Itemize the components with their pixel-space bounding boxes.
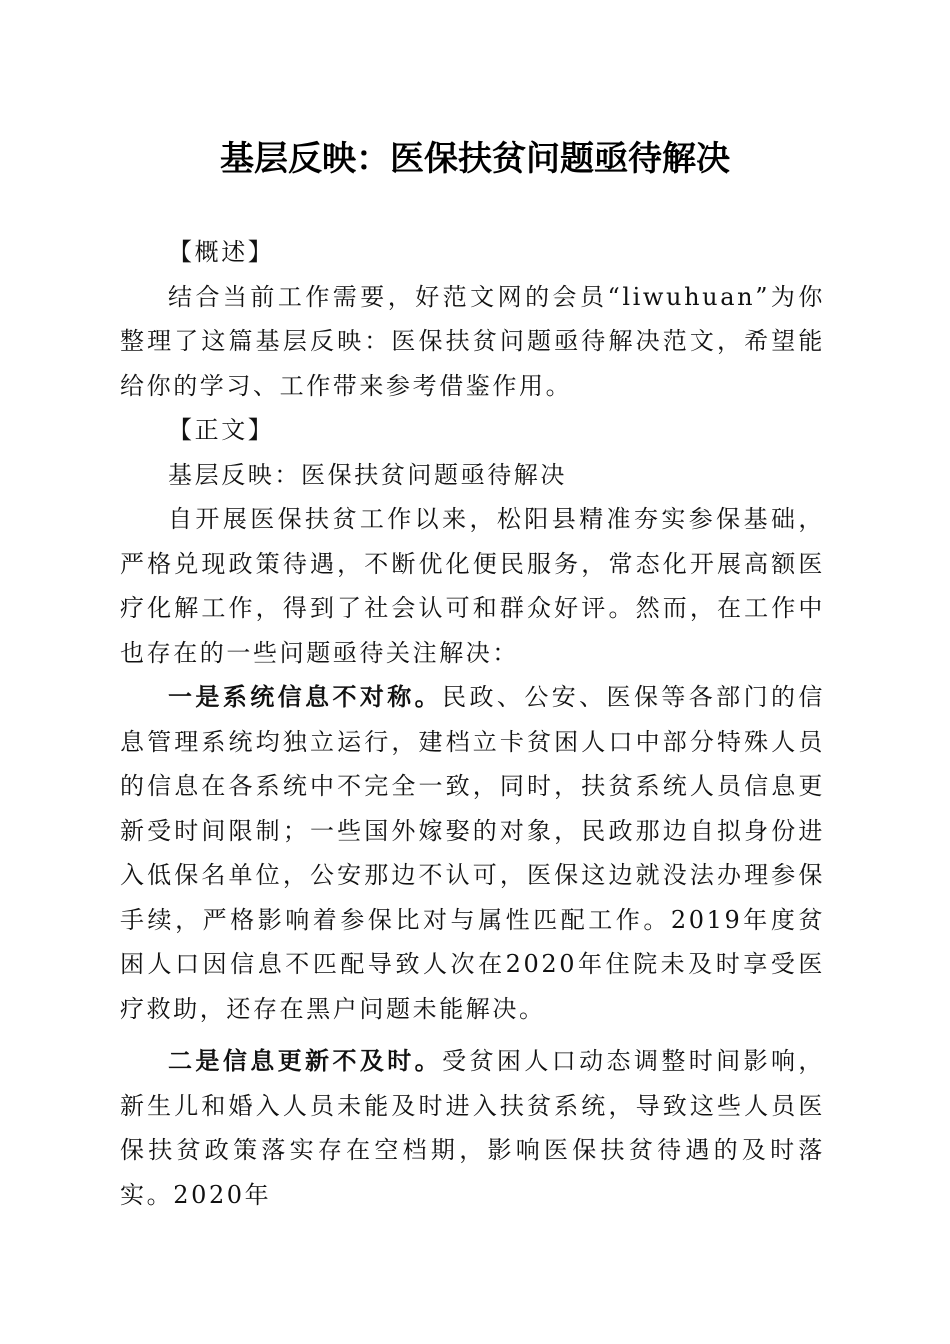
document-body <box>120 230 825 1217</box>
point-one-paragraph <box>120 675 825 1031</box>
body-heading: 【正文】 <box>168 416 275 444</box>
point-one-lead: 一是系统信息不对称。 <box>168 682 443 711</box>
summary-paragraph: 结合当前工作需要，好范文网的会员“liwuhuan”为你整理了这篇基层反映：医保扶贫问题亟待解决范文，希望能给你的学习、工作带来参考借鉴作用。 <box>120 282 825 400</box>
body-subtitle: 基层反映：医保扶贫问题亟待解决 <box>168 460 567 489</box>
document-title: 基层反映：医保扶贫问题亟待解决 <box>220 139 730 179</box>
point-two-lead: 二是信息更新不及时。 <box>168 1046 443 1075</box>
point-one-text: 民政、公安、医保等各部门的信息管理系统均独立运行，建档立卡贫困人口中部分特殊人员的信息在各系统中不完全一致，同时，扶贫系统人员信息更新受时间限制；一些国外嫁娶的对象，民政那边自拟身份进入低保名单位，公安那边不认可，医保这边就没法办理参保手续，严格影响着参保比对与属性匹配工作。2019年度贫困人口因信息不匹配导致人次在2020年住院未及时享受医疗救助，还存在黑户问题未能解决。 <box>120 683 826 1023</box>
point-two-text: 受贫困人口动态调整时间影响，新生儿和婚入人员未能及时进入扶贫系统，导致这些人员医保扶贫政策落实存在空档期，影响医保扶贫待遇的及时落实。2020年 <box>120 1047 826 1209</box>
summary-heading: 【概述】 <box>168 238 275 266</box>
intro-paragraph: 自开展医保扶贫工作以来，松阳县精准夯实参保基础，严格兑现政策待遇，不断优化便民服务，常态化开展高额医疗化解工作，得到了社会认可和群众好评。然而，在工作中也存在的一些问题亟待关注解决： <box>120 505 825 667</box>
point-two-paragraph <box>120 1039 825 1217</box>
